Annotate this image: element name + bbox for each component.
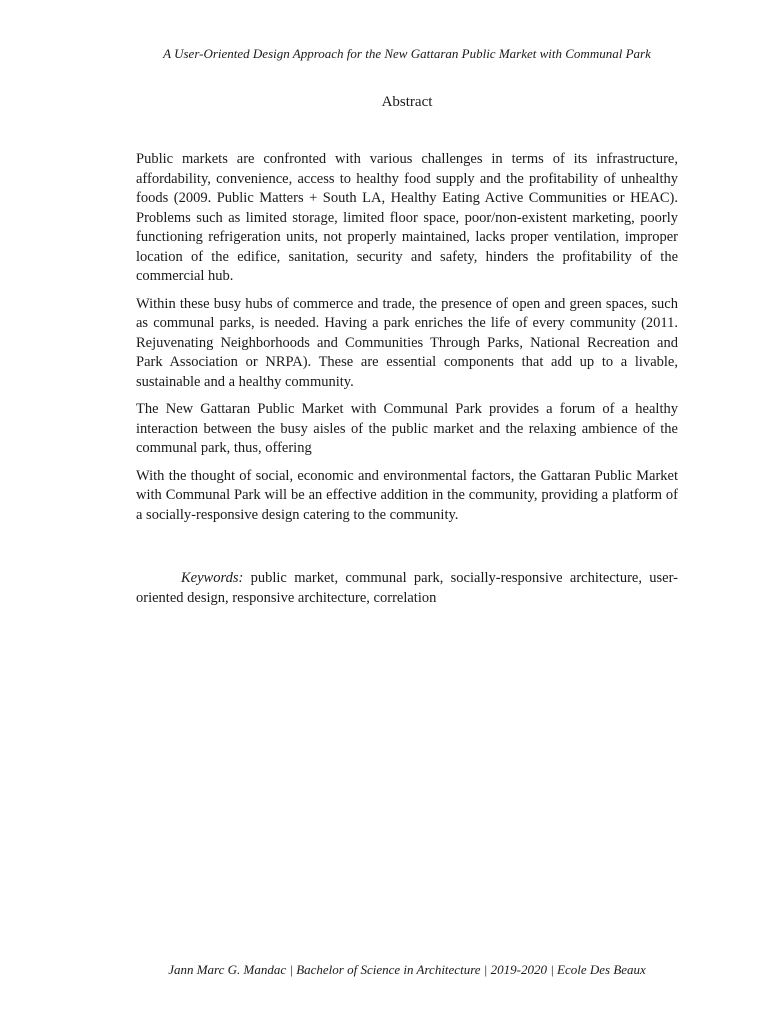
abstract-paragraph: Public markets are confronted with various challenges in terms of its infrastructure, affordability, convenience, access to healthy food supply and the profitability of unhealthy foods (2009. Public Matters + South LA, Healthy Eating Active Communities or HEAC). Problems such as limited storage, limited floor space, poor/non-existent marketing, poorly functioning refrigeration units, not properly maintained, lacks proper ventilation, improper location of the edifice, sanitation, security and safety, hinders the profitability of the commercial hub. bbox=[136, 151, 678, 284]
keywords-text: public market, communal park, socially-responsive architecture, user-oriented design, responsive architecture, correlation bbox=[136, 570, 678, 606]
abstract-paragraph: With the thought of social, economic and environmental factors, the Gattaran Public Market with Communal Park will be an effective addition in the community, providing a platform of a socially-responsive design catering to the community. bbox=[136, 467, 678, 523]
abstract-body bbox=[136, 150, 678, 533]
keywords-line bbox=[136, 569, 678, 608]
abstract-paragraph: The New Gattaran Public Market with Communal Park provides a forum of a healthy interaction between the busy aisles of the public market and the relaxing ambience of the communal park, thus, offering bbox=[136, 401, 678, 456]
running-footer: Jann Marc G. Mandac | Bachelor of Science in Architecture | 2019-2020 | Ecole Des Beaux bbox=[168, 962, 646, 977]
keywords-label: Keywords: bbox=[181, 570, 244, 586]
abstract-heading: Abstract bbox=[381, 94, 433, 110]
running-header: A User-Oriented Design Approach for the New Gattaran Public Market with Communal Park bbox=[163, 46, 651, 61]
abstract-paragraph: Within these busy hubs of commerce and trade, the presence of open and green spaces, such as communal parks, is needed. Having a park enriches the life of every community (2011. Rejuvenating Neighborhoods and Communities Through Parks, National Recreation and Park Association or NRPA). These are essential components that add up to a livable, sustainable and a healthy community. bbox=[136, 295, 678, 390]
